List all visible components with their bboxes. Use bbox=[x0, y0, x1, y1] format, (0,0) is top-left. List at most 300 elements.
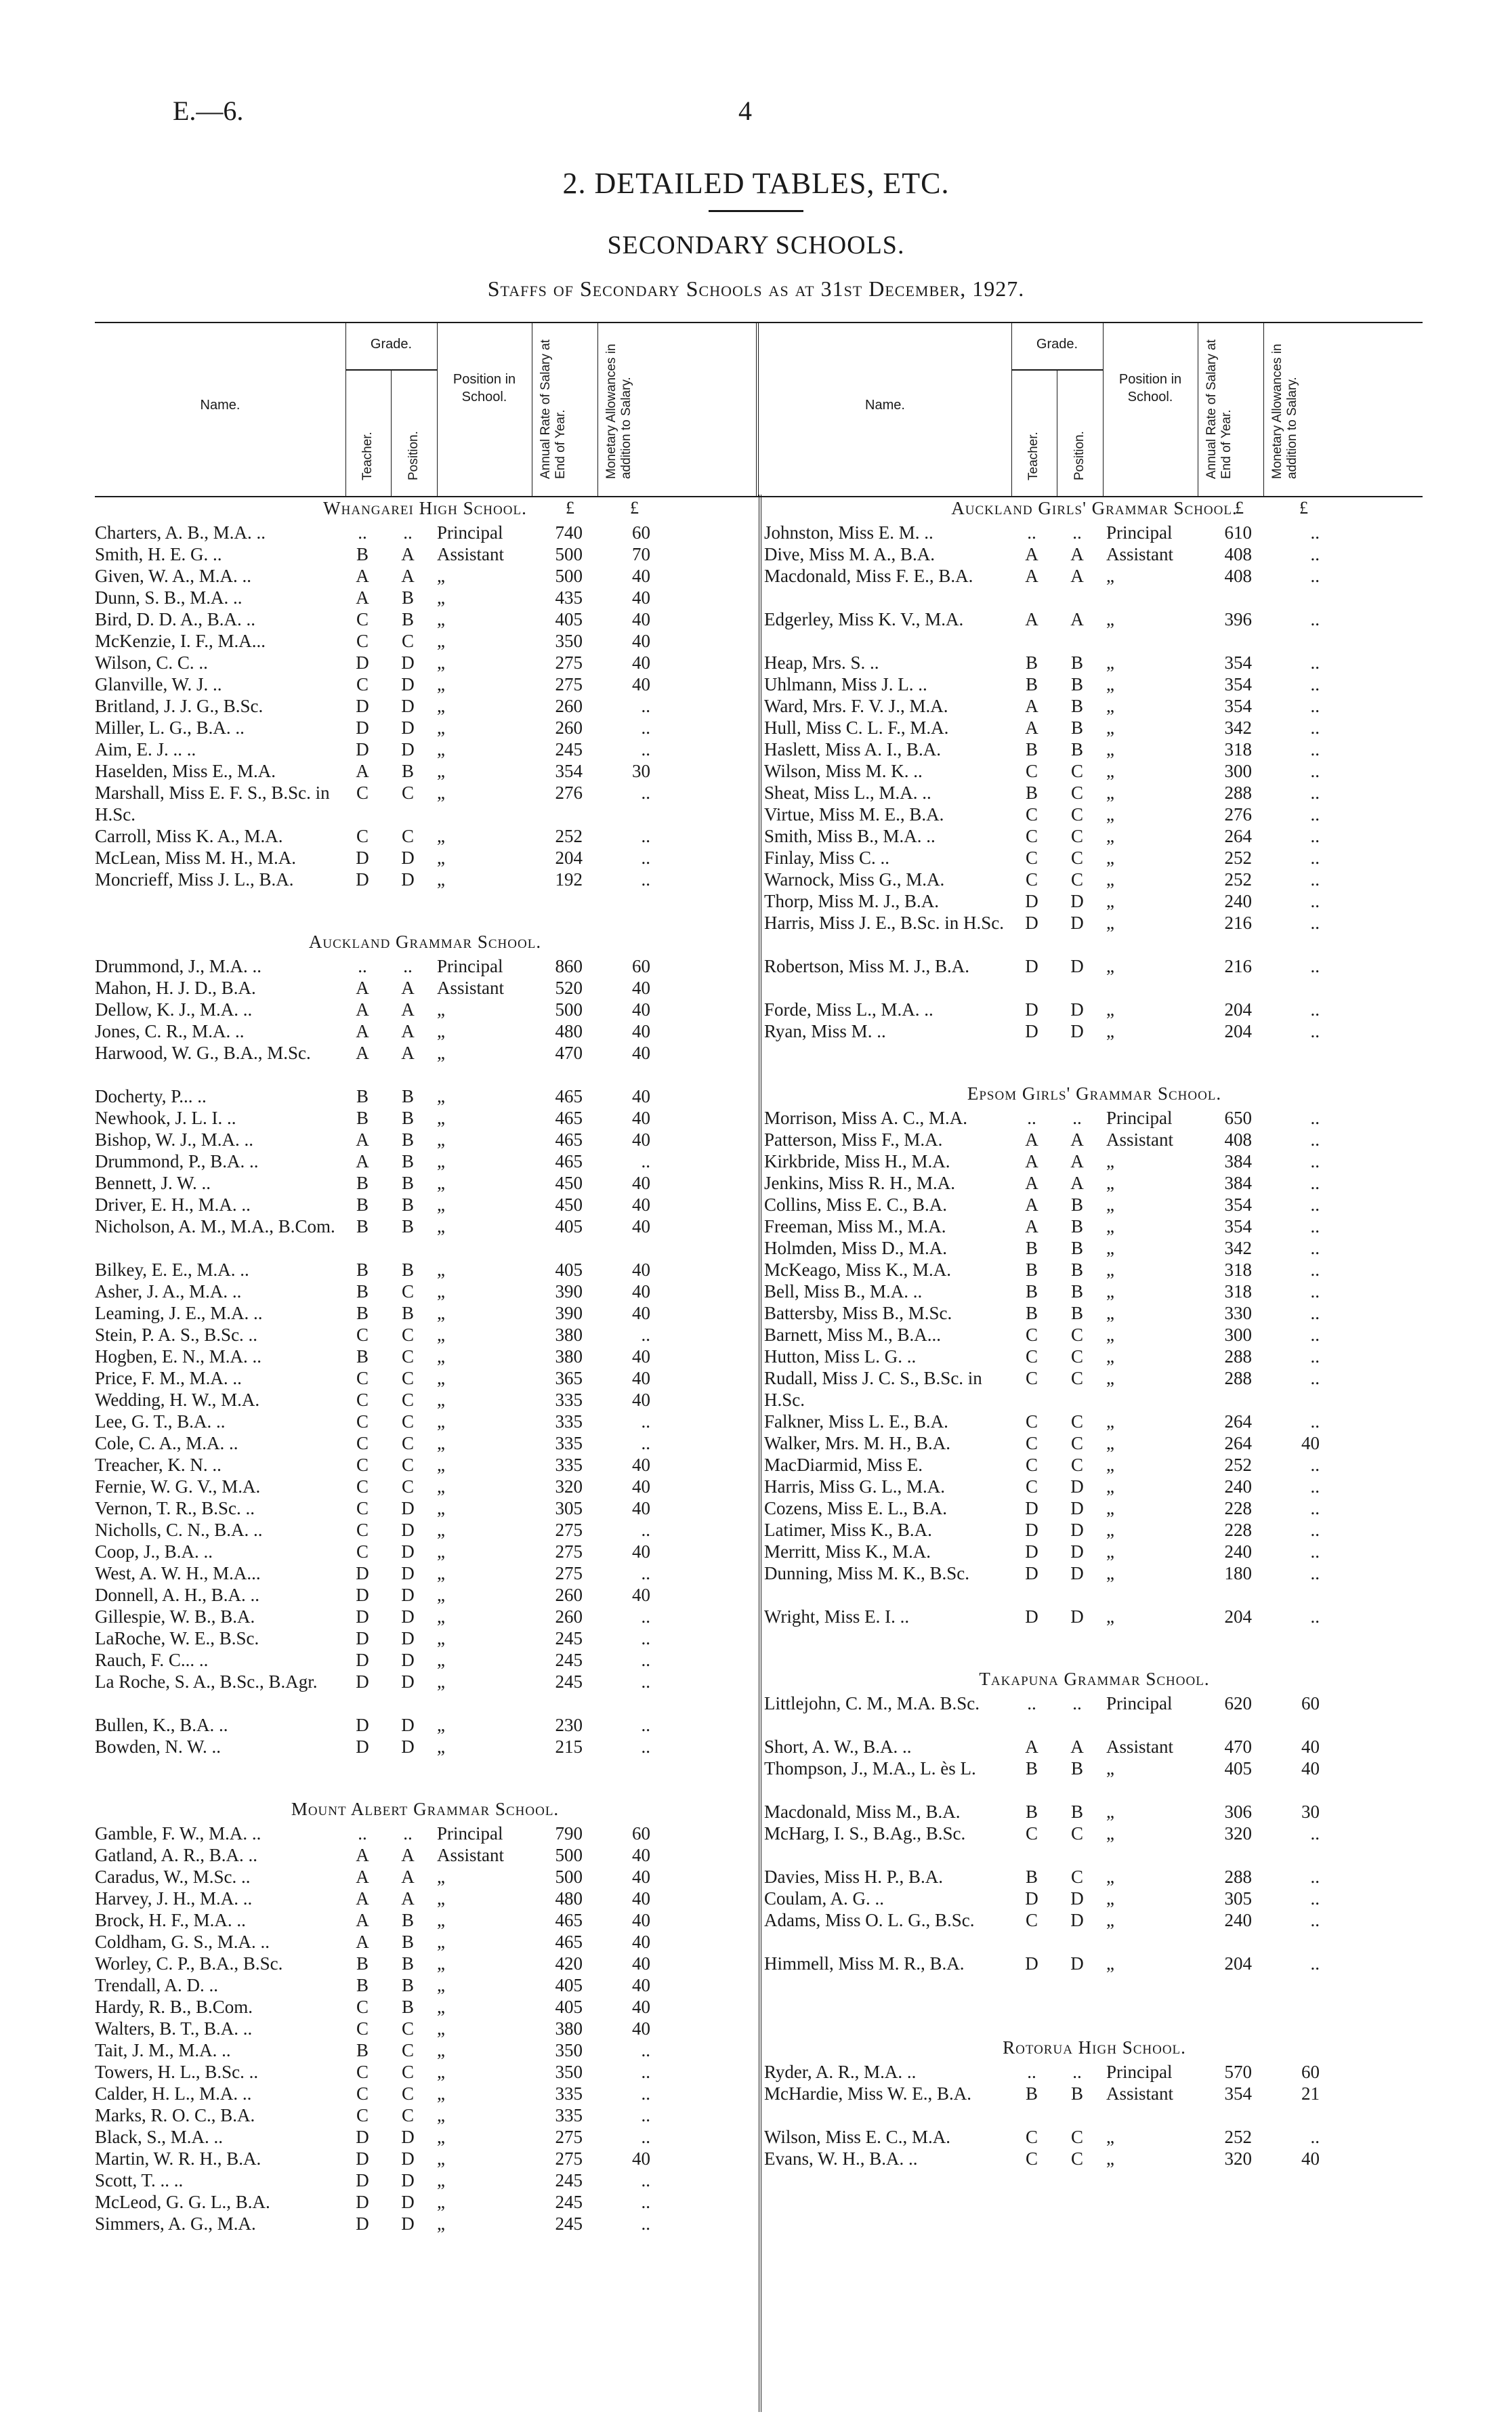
staff-name: Ward, Mrs. F. V. J., M.A. bbox=[764, 696, 948, 716]
position-grade: C bbox=[1070, 1368, 1083, 1388]
position-grade: .. bbox=[1072, 1693, 1082, 1713]
table-row bbox=[95, 1497, 755, 1519]
staff-name: Rauch, F. C... .. bbox=[95, 1650, 209, 1670]
table-row bbox=[764, 608, 1425, 652]
staff-name: Coulam, A. G. .. bbox=[764, 1888, 885, 1909]
monetary-allowance: .. bbox=[641, 2083, 650, 2104]
teacher-grade: B bbox=[1025, 1758, 1038, 1779]
annual-salary: 465 bbox=[555, 1086, 583, 1106]
table-row bbox=[764, 1476, 1425, 1497]
teacher-grade: A bbox=[1025, 1216, 1038, 1236]
teacher-grade: D bbox=[1025, 1606, 1038, 1627]
table-row bbox=[764, 2126, 1425, 2148]
table-row bbox=[764, 543, 1425, 565]
annual-salary: 275 bbox=[555, 2127, 583, 2147]
page-title: 2. DETAILED TABLES, ETC. bbox=[562, 167, 950, 200]
table-row bbox=[95, 739, 755, 760]
school-position: „ bbox=[437, 1585, 445, 1605]
monetary-allowance: 40 bbox=[632, 1173, 650, 1193]
annual-salary: 350 bbox=[555, 631, 583, 651]
table-row bbox=[764, 1259, 1425, 1281]
position-grade: D bbox=[1070, 913, 1084, 933]
school-position: Principal bbox=[437, 1823, 503, 1844]
table-row bbox=[764, 999, 1425, 1020]
table-row bbox=[95, 608, 755, 630]
annual-salary: 288 bbox=[1224, 1346, 1252, 1367]
staff-name: Coop, J., B.A. .. bbox=[95, 1541, 213, 1562]
school-position: „ bbox=[437, 1151, 445, 1171]
annual-salary: 204 bbox=[1224, 1021, 1252, 1041]
school-position: „ bbox=[437, 1476, 445, 1497]
teacher-grade: A bbox=[1025, 1129, 1038, 1150]
position-grade: D bbox=[401, 674, 415, 694]
school-position: „ bbox=[1106, 1260, 1114, 1280]
table-row bbox=[95, 2169, 755, 2191]
school-position: „ bbox=[1106, 1325, 1114, 1345]
annual-salary: 192 bbox=[555, 869, 583, 890]
school-name: Auckland Girls' Grammar School. bbox=[951, 498, 1238, 518]
school-position: „ bbox=[437, 1715, 445, 1735]
school-position: „ bbox=[437, 1194, 445, 1215]
teacher-grade: .. bbox=[358, 1823, 367, 1844]
position-grade: A bbox=[1070, 609, 1084, 629]
table-row bbox=[764, 522, 1425, 543]
table-row bbox=[95, 1953, 755, 1974]
position-grade: C bbox=[1070, 869, 1083, 890]
school-heading bbox=[95, 928, 755, 955]
staff-name: Nicholson, A. M., M.A., B.Com. bbox=[95, 1216, 335, 1236]
teacher-grade: D bbox=[356, 2192, 369, 2212]
school-heading bbox=[764, 495, 1425, 522]
position-grade: D bbox=[1070, 1563, 1084, 1583]
school-position: „ bbox=[437, 2040, 445, 2060]
school-heading bbox=[95, 495, 755, 522]
annual-salary: 335 bbox=[555, 2105, 583, 2125]
position-grade: C bbox=[1070, 2148, 1083, 2169]
table-row bbox=[95, 1324, 755, 1346]
table-row bbox=[95, 2104, 755, 2126]
staff-name: Johnston, Miss E. M. .. bbox=[764, 522, 933, 543]
table-row bbox=[95, 2039, 755, 2061]
staff-name: Gamble, F. W., M.A. .. bbox=[95, 1823, 261, 1844]
position-grade: B bbox=[401, 609, 414, 629]
teacher-grade: B bbox=[356, 2040, 369, 2060]
teacher-grade: C bbox=[1025, 2127, 1038, 2147]
annual-salary: 354 bbox=[1224, 1216, 1252, 1236]
header-position-right: Position. bbox=[1072, 431, 1087, 480]
table-row bbox=[764, 1215, 1425, 1237]
teacher-grade: B bbox=[1025, 1238, 1038, 1258]
teacher-grade: D bbox=[356, 2170, 369, 2190]
teacher-grade: B bbox=[1025, 674, 1038, 694]
staff-name: Miller, L. G., B.A. .. bbox=[95, 718, 245, 738]
staff-name: Dellow, K. J., M.A. .. bbox=[95, 999, 253, 1020]
staff-name: Virtue, Miss M. E., B.A. bbox=[764, 804, 944, 825]
annual-salary: 860 bbox=[555, 956, 583, 976]
school-position: „ bbox=[437, 2083, 445, 2104]
position-grade: C bbox=[1070, 1411, 1083, 1432]
table-row bbox=[95, 1476, 755, 1497]
school-position: „ bbox=[1106, 913, 1114, 933]
school-position: „ bbox=[1106, 956, 1114, 976]
school-position: „ bbox=[1106, 1802, 1114, 1822]
teacher-grade: C bbox=[1025, 1476, 1038, 1497]
teacher-grade: C bbox=[1025, 1325, 1038, 1345]
header-allowance-right: Monetary Allowances in addition to Salary. bbox=[1270, 344, 1299, 479]
school-position: „ bbox=[437, 1606, 445, 1627]
position-grade: C bbox=[1070, 1433, 1083, 1453]
position-grade: D bbox=[1070, 1910, 1084, 1930]
annual-salary: 245 bbox=[555, 739, 583, 760]
teacher-grade: C bbox=[1025, 804, 1038, 825]
school-position: „ bbox=[437, 826, 445, 846]
table-row bbox=[95, 652, 755, 673]
school-position: Assistant bbox=[437, 978, 505, 998]
teacher-grade: D bbox=[356, 2127, 369, 2147]
annual-salary: 500 bbox=[555, 566, 583, 586]
staff-name: McHarg, I. S., B.Ag., B.Sc. bbox=[764, 1823, 966, 1844]
monetary-allowance: .. bbox=[1310, 2127, 1320, 2147]
position-grade: B bbox=[401, 1173, 414, 1193]
annual-salary: 465 bbox=[555, 1932, 583, 1952]
staff-name: Fernie, W. G. V., M.A. bbox=[95, 1476, 261, 1497]
staff-name: McKenzie, I. F., M.A... bbox=[95, 631, 266, 651]
annual-salary: 390 bbox=[555, 1303, 583, 1323]
school-position: „ bbox=[1106, 999, 1114, 1020]
annual-salary: 245 bbox=[555, 1650, 583, 1670]
staff-name: Littlejohn, C. M., M.A. B.Sc. bbox=[764, 1693, 980, 1713]
school-position: „ bbox=[437, 1455, 445, 1475]
school-position: „ bbox=[437, 1563, 445, 1583]
teacher-grade: A bbox=[356, 999, 369, 1020]
staff-name: Mahon, H. J. D., B.A. bbox=[95, 978, 256, 998]
monetary-allowance: .. bbox=[641, 739, 650, 760]
teacher-grade: C bbox=[1025, 1910, 1038, 1930]
monetary-allowance: .. bbox=[1310, 718, 1320, 738]
teacher-grade: A bbox=[356, 978, 369, 998]
school-position: „ bbox=[1106, 1867, 1114, 1887]
position-grade: B bbox=[401, 1216, 414, 1236]
school-position: „ bbox=[1106, 674, 1114, 694]
position-grade: C bbox=[401, 1325, 414, 1345]
school-position: „ bbox=[437, 2213, 445, 2234]
school-position: „ bbox=[1106, 1151, 1114, 1171]
table-row bbox=[95, 955, 755, 977]
position-grade: A bbox=[401, 1888, 415, 1909]
page-subtitle: SECONDARY SCHOOLS. bbox=[607, 231, 905, 259]
monetary-allowance: .. bbox=[641, 869, 650, 890]
teacher-grade: B bbox=[1025, 1802, 1038, 1822]
monetary-allowance: 40 bbox=[632, 652, 650, 673]
staff-name: Simmers, A. G., M.A. bbox=[95, 2213, 256, 2234]
position-grade: C bbox=[401, 2040, 414, 2060]
position-grade: B bbox=[1070, 1216, 1083, 1236]
table-row bbox=[764, 1194, 1425, 1215]
teacher-grade: C bbox=[356, 783, 369, 803]
annual-salary: 252 bbox=[1224, 1455, 1252, 1475]
monetary-allowance: .. bbox=[641, 1563, 650, 1583]
teacher-grade: B bbox=[356, 1953, 369, 1974]
position-grade: D bbox=[1070, 1606, 1084, 1627]
table-row bbox=[95, 977, 755, 999]
monetary-allowance: .. bbox=[641, 1671, 650, 1692]
table-row bbox=[95, 1996, 755, 2018]
position-grade: D bbox=[1070, 956, 1084, 976]
school-position: „ bbox=[1106, 1520, 1114, 1540]
teacher-grade: A bbox=[1025, 1194, 1038, 1215]
school-position: „ bbox=[437, 761, 445, 781]
annual-salary: 405 bbox=[555, 609, 583, 629]
teacher-grade: B bbox=[1025, 1260, 1038, 1280]
position-grade: D bbox=[1070, 1541, 1084, 1562]
staff-name: Adams, Miss O. L. G., B.Sc. bbox=[764, 1910, 975, 1930]
monetary-allowance: .. bbox=[1310, 1021, 1320, 1041]
table-row bbox=[95, 1432, 755, 1454]
position-grade: D bbox=[401, 1498, 415, 1518]
staff-name: Newhook, J. L. I. .. bbox=[95, 1108, 236, 1128]
teacher-grade: B bbox=[356, 1281, 369, 1302]
annual-salary: 354 bbox=[1224, 2083, 1252, 2104]
annual-salary: 354 bbox=[555, 761, 583, 781]
annual-salary: 275 bbox=[555, 2148, 583, 2169]
staff-name: Ryder, A. R., M.A. .. bbox=[764, 2062, 917, 2082]
position-grade: C bbox=[1070, 761, 1083, 781]
monetary-allowance: .. bbox=[641, 2170, 650, 2190]
staff-name: Heap, Mrs. S. .. bbox=[764, 652, 879, 673]
staff-name: Given, W. A., M.A. .. bbox=[95, 566, 252, 586]
annual-salary: 204 bbox=[1224, 1953, 1252, 1974]
position-grade: D bbox=[401, 2170, 415, 2190]
monetary-allowance: .. bbox=[641, 1715, 650, 1735]
school-position: „ bbox=[437, 2192, 445, 2212]
annual-salary: 245 bbox=[555, 2213, 583, 2234]
annual-salary: 245 bbox=[555, 2192, 583, 2212]
teacher-grade: C bbox=[356, 1498, 369, 1518]
annual-salary: 354 bbox=[1224, 652, 1252, 673]
position-grade: C bbox=[401, 826, 414, 846]
annual-salary: 245 bbox=[555, 1628, 583, 1648]
annual-salary: 350 bbox=[555, 2040, 583, 2060]
monetary-allowance: 40 bbox=[632, 1281, 650, 1302]
position-grade: B bbox=[401, 1086, 414, 1106]
staff-name: Bell, Miss B., M.A. .. bbox=[764, 1281, 923, 1302]
annual-salary: 264 bbox=[1224, 826, 1252, 846]
table-row bbox=[95, 1974, 755, 1996]
table-row bbox=[95, 522, 755, 543]
school-position: „ bbox=[437, 1411, 445, 1432]
position-grade: C bbox=[401, 631, 414, 651]
monetary-allowance: .. bbox=[1310, 1823, 1320, 1844]
position-grade: C bbox=[1070, 1325, 1083, 1345]
school-heading bbox=[764, 2034, 1425, 2061]
table-row bbox=[764, 1888, 1425, 1909]
teacher-grade: B bbox=[356, 1173, 369, 1193]
position-grade: C bbox=[1070, 1346, 1083, 1367]
school-position: „ bbox=[437, 1390, 445, 1410]
header-salary-col-right bbox=[1198, 323, 1264, 496]
school-position: „ bbox=[437, 1671, 445, 1692]
monetary-allowance: .. bbox=[1310, 1411, 1320, 1432]
teacher-grade: A bbox=[1025, 566, 1038, 586]
school-position: „ bbox=[1106, 1910, 1114, 1930]
position-grade: B bbox=[1070, 718, 1083, 738]
left-column bbox=[95, 495, 755, 2412]
position-grade: D bbox=[401, 1520, 415, 1540]
monetary-allowance: 40 bbox=[632, 1194, 650, 1215]
staff-name: Finlay, Miss C. .. bbox=[764, 848, 890, 868]
annual-salary: 390 bbox=[555, 1281, 583, 1302]
right-column bbox=[764, 495, 1425, 2412]
position-grade: B bbox=[401, 1910, 414, 1930]
teacher-grade: .. bbox=[1027, 1108, 1036, 1128]
teacher-grade: C bbox=[356, 2105, 369, 2125]
table-row bbox=[95, 2148, 755, 2169]
staff-name: Stein, P. A. S., B.Sc. .. bbox=[95, 1325, 258, 1345]
annual-salary: 450 bbox=[555, 1173, 583, 1193]
monetary-allowance: 40 bbox=[632, 1021, 650, 1041]
staff-name: MacDiarmid, Miss E. bbox=[764, 1455, 923, 1475]
school-position: „ bbox=[1106, 761, 1114, 781]
staff-name: Latimer, Miss K., B.A. bbox=[764, 1520, 932, 1540]
monetary-allowance: 40 bbox=[632, 1888, 650, 1909]
school-position: „ bbox=[1106, 1758, 1114, 1779]
monetary-allowance: 60 bbox=[632, 1823, 650, 1844]
allowance-currency: £ bbox=[1299, 498, 1309, 518]
teacher-grade: B bbox=[356, 1108, 369, 1128]
monetary-allowance: .. bbox=[641, 1433, 650, 1453]
annual-salary: 320 bbox=[555, 1476, 583, 1497]
teacher-grade: C bbox=[356, 1541, 369, 1562]
staff-name: Merritt, Miss K., M.A. bbox=[764, 1541, 931, 1562]
position-grade: C bbox=[401, 1476, 414, 1497]
school-name: Epsom Girls' Grammar School. bbox=[967, 1083, 1222, 1104]
school-position: „ bbox=[437, 2148, 445, 2169]
position-grade: B bbox=[401, 587, 414, 608]
monetary-allowance: 60 bbox=[1301, 1693, 1320, 1713]
staff-name: Vernon, T. R., B.Sc. .. bbox=[95, 1498, 255, 1518]
position-grade: .. bbox=[1072, 522, 1082, 543]
table-row bbox=[764, 782, 1425, 804]
header-position-in-school: Position in School. bbox=[453, 372, 516, 404]
monetary-allowance: 40 bbox=[632, 1845, 650, 1865]
school-position: „ bbox=[437, 739, 445, 760]
school-position: „ bbox=[1106, 1173, 1114, 1193]
school-position: „ bbox=[1106, 2148, 1114, 2169]
teacher-grade: A bbox=[356, 587, 369, 608]
table-row bbox=[95, 1411, 755, 1432]
position-grade: B bbox=[1070, 2083, 1083, 2104]
school-position: „ bbox=[437, 1260, 445, 1280]
annual-salary: 350 bbox=[555, 2062, 583, 2082]
position-grade: C bbox=[401, 1346, 414, 1367]
teacher-grade: C bbox=[1025, 1411, 1038, 1432]
monetary-allowance: 40 bbox=[632, 1303, 650, 1323]
annual-salary: 330 bbox=[1224, 1303, 1252, 1323]
monetary-allowance: 40 bbox=[1301, 1737, 1320, 1757]
table-row bbox=[764, 1801, 1425, 1823]
school-heading bbox=[764, 1080, 1425, 1107]
table-row bbox=[95, 782, 755, 825]
teacher-grade: C bbox=[356, 1390, 369, 1410]
school-position: „ bbox=[1106, 566, 1114, 586]
annual-salary: 260 bbox=[555, 718, 583, 738]
school-position: „ bbox=[1106, 848, 1114, 868]
table-row bbox=[764, 869, 1425, 890]
teacher-grade: D bbox=[356, 696, 369, 716]
header-allowance-col bbox=[597, 323, 667, 496]
monetary-allowance: .. bbox=[1310, 566, 1320, 586]
position-grade: A bbox=[401, 1867, 415, 1887]
teacher-grade: A bbox=[356, 1151, 369, 1171]
monetary-allowance: 40 bbox=[1301, 2148, 1320, 2169]
annual-salary: 305 bbox=[555, 1498, 583, 1518]
teacher-grade: D bbox=[1025, 891, 1038, 911]
staff-name: Robertson, Miss M. J., B.A. bbox=[764, 956, 970, 976]
table-row bbox=[95, 1562, 755, 1584]
table-row bbox=[95, 2191, 755, 2213]
staff-name: Harwood, W. G., B.A., M.Sc. bbox=[95, 1043, 311, 1063]
section-gap bbox=[764, 1996, 1425, 2034]
staff-name: Asher, J. A., M.A. .. bbox=[95, 1281, 242, 1302]
teacher-grade: B bbox=[1025, 1867, 1038, 1887]
school-position: „ bbox=[437, 1628, 445, 1648]
monetary-allowance: 40 bbox=[632, 1108, 650, 1128]
teacher-grade: C bbox=[1025, 826, 1038, 846]
position-grade: C bbox=[401, 783, 414, 803]
annual-salary: 354 bbox=[1224, 674, 1252, 694]
table-row bbox=[764, 1497, 1425, 1519]
school-position: „ bbox=[437, 1650, 445, 1670]
teacher-grade: C bbox=[356, 1997, 369, 2017]
school-position: „ bbox=[1106, 891, 1114, 911]
staff-name: Glanville, W. J. .. bbox=[95, 674, 222, 694]
teacher-grade: D bbox=[356, 2213, 369, 2234]
monetary-allowance: .. bbox=[1310, 609, 1320, 629]
monetary-allowance: 40 bbox=[632, 1953, 650, 1974]
page-reference: E.—6. bbox=[173, 96, 244, 126]
annual-salary: 288 bbox=[1224, 1867, 1252, 1887]
staff-name: McLeod, G. G. L., B.A. bbox=[95, 2192, 270, 2212]
annual-salary: 335 bbox=[555, 2083, 583, 2104]
staff-name: Jones, C. R., M.A. .. bbox=[95, 1021, 245, 1041]
teacher-grade: A bbox=[1025, 1173, 1038, 1193]
annual-salary: 216 bbox=[1224, 913, 1252, 933]
staff-name: Thompson, J., M.A., L. ès L. bbox=[764, 1758, 976, 1779]
school-position: „ bbox=[437, 2062, 445, 2082]
section-gap bbox=[95, 890, 755, 928]
school-position: Principal bbox=[1106, 2062, 1173, 2082]
teacher-grade: .. bbox=[1027, 2062, 1036, 2082]
annual-salary: 408 bbox=[1224, 566, 1252, 586]
table-row bbox=[95, 1736, 755, 1758]
annual-salary: 405 bbox=[555, 1975, 583, 1995]
monetary-allowance: 40 bbox=[632, 674, 650, 694]
teacher-grade: A bbox=[356, 1888, 369, 1909]
table-row bbox=[764, 1866, 1425, 1888]
monetary-allowance: .. bbox=[1310, 544, 1320, 564]
teacher-grade: A bbox=[1025, 1151, 1038, 1171]
position-grade: B bbox=[1070, 1260, 1083, 1280]
position-grade: C bbox=[401, 1281, 414, 1302]
position-grade: A bbox=[401, 1043, 415, 1063]
monetary-allowance: 40 bbox=[632, 1932, 650, 1952]
annual-salary: 204 bbox=[1224, 1606, 1252, 1627]
teacher-grade: A bbox=[1025, 609, 1038, 629]
position-grade: D bbox=[401, 1650, 415, 1670]
school-name: Rotorua High School. bbox=[1003, 2037, 1186, 2058]
monetary-allowance: 40 bbox=[632, 1910, 650, 1930]
teacher-grade: .. bbox=[358, 522, 367, 543]
